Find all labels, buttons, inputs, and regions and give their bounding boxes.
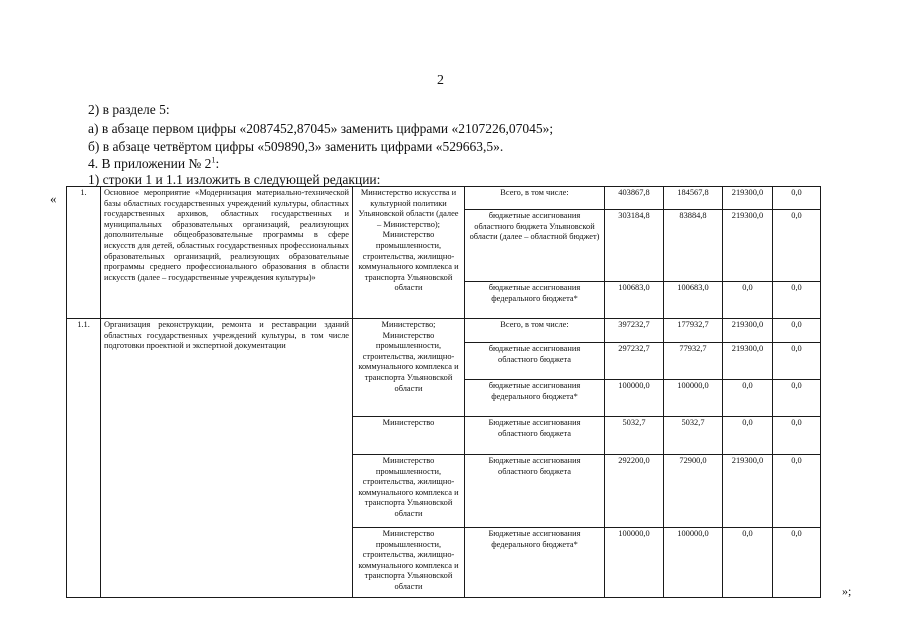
executor-name: Министерство; Министерство промышленности, строительства, жилищно-коммунального комплекса и транспорта Ульяновской области <box>353 319 465 417</box>
opening-quote: « <box>50 191 57 206</box>
funding-source: бюджетные ассигнования областного бюджета Ульяновской области (далее – областной бюджет) <box>465 210 605 282</box>
amount-year-1: 177932,7 <box>664 319 723 343</box>
funding-source: бюджетные ассигнования федерального бюджета* <box>465 282 605 319</box>
executor-name: Министерство искусства и культурной политики Ульяновской области (далее – Министерство); Министерство промышленности, строительства, жилищно-коммунального комплекса и транспорта Ульяновской области <box>353 187 465 319</box>
amount-year-3: 0,0 <box>773 210 821 282</box>
executor-name: Министерство промышленности, строительства, жилищно-коммунального комплекса и транспорта Ульяновской области <box>353 528 465 598</box>
funding-source: бюджетные ассигнования областного бюджета <box>465 343 605 380</box>
amount-year-1: 72900,0 <box>664 455 723 528</box>
amount-year-3: 0,0 <box>773 528 821 598</box>
amount-year-3: 0,0 <box>773 417 821 455</box>
table-row <box>67 319 821 343</box>
amount-total: 100000,0 <box>605 380 664 417</box>
amount-year-3: 0,0 <box>773 282 821 319</box>
executor-name: Министерство <box>353 417 465 455</box>
amount-year-2: 0,0 <box>723 417 773 455</box>
amount-total: 397232,7 <box>605 319 664 343</box>
executor-name: Министерство промышленности, строительства, жилищно-коммунального комплекса и транспорта Ульяновской области <box>353 455 465 528</box>
amount-total: 292200,0 <box>605 455 664 528</box>
amount-year-1: 100000,0 <box>664 528 723 598</box>
amount-year-2: 0,0 <box>723 380 773 417</box>
paragraph-rows-instruction: 1) строки 1 и 1.1 изложить в следующей редакции: <box>88 172 381 187</box>
amount-total: 100683,0 <box>605 282 664 319</box>
amount-year-2: 219300,0 <box>723 210 773 282</box>
paragraph-appendix <box>88 156 219 172</box>
amount-year-3: 0,0 <box>773 380 821 417</box>
amount-year-2: 0,0 <box>723 528 773 598</box>
funding-source: Всего, в том числе: <box>465 319 605 343</box>
appendix-superscript: 1 <box>211 155 216 165</box>
amount-total: 303184,8 <box>605 210 664 282</box>
amount-year-3: 0,0 <box>773 343 821 380</box>
amount-year-1: 184567,8 <box>664 187 723 210</box>
page-number: 2 <box>437 73 444 88</box>
amount-total: 297232,7 <box>605 343 664 380</box>
table-row <box>67 187 821 210</box>
funding-source: Бюджетные ассигнования областного бюджета <box>465 417 605 455</box>
row-number: 1. <box>67 187 101 319</box>
amount-year-1: 100000,0 <box>664 380 723 417</box>
paragraph-item-a: а) в абзаце первом цифры «2087452,87045» заменить цифрами «2107226,07045»; <box>88 121 554 136</box>
amount-year-3: 0,0 <box>773 455 821 528</box>
measure-name: Организация реконструкции, ремонта и реставрации зданий областных государственных учреждений культуры, в том числе подготовки проектной и экспертной документации <box>101 319 353 598</box>
amount-year-3: 0,0 <box>773 319 821 343</box>
measure-name: Основное мероприятие «Модернизация материально-технической базы областных государственных учреждений культуры, областных государственных архивов, областных государственных и муниципальных образовательных организаций, реализующих дополнительные общеобразовательные программы в сфере искусств для детей, областных государственных профессиональных образовательных организаций, реализующих образовательные программы среднего профессионального образования в области искусств (далее – государственные учреждения культуры)» <box>101 187 353 319</box>
appendix-colon: : <box>215 156 220 171</box>
amount-year-1: 100683,0 <box>664 282 723 319</box>
amount-year-2: 219300,0 <box>723 343 773 380</box>
row-number: 1.1. <box>67 319 101 598</box>
appendix-text: 4. В приложении № 2 <box>88 156 212 171</box>
amount-total: 100000,0 <box>605 528 664 598</box>
program-table <box>66 186 821 598</box>
amount-year-1: 5032,7 <box>664 417 723 455</box>
funding-source: Бюджетные ассигнования областного бюджета <box>465 455 605 528</box>
amount-year-2: 219300,0 <box>723 319 773 343</box>
paragraph-item-b: б) в абзаце четвёртом цифры «509890,3» заменить цифрами «529663,5». <box>88 139 504 154</box>
funding-source: Всего, в том числе: <box>465 187 605 210</box>
amount-year-1: 83884,8 <box>664 210 723 282</box>
closing-quote: »; <box>842 584 852 598</box>
amount-total: 403867,8 <box>605 187 664 210</box>
amount-year-2: 219300,0 <box>723 187 773 210</box>
funding-source: Бюджетные ассигнования федерального бюджета* <box>465 528 605 598</box>
amount-year-1: 77932,7 <box>664 343 723 380</box>
amount-total: 5032,7 <box>605 417 664 455</box>
amount-year-2: 219300,0 <box>723 455 773 528</box>
amount-year-2: 0,0 <box>723 282 773 319</box>
amount-year-3: 0,0 <box>773 187 821 210</box>
paragraph-section-5: 2) в разделе 5: <box>88 102 170 117</box>
funding-source: бюджетные ассигнования федерального бюджета* <box>465 380 605 417</box>
